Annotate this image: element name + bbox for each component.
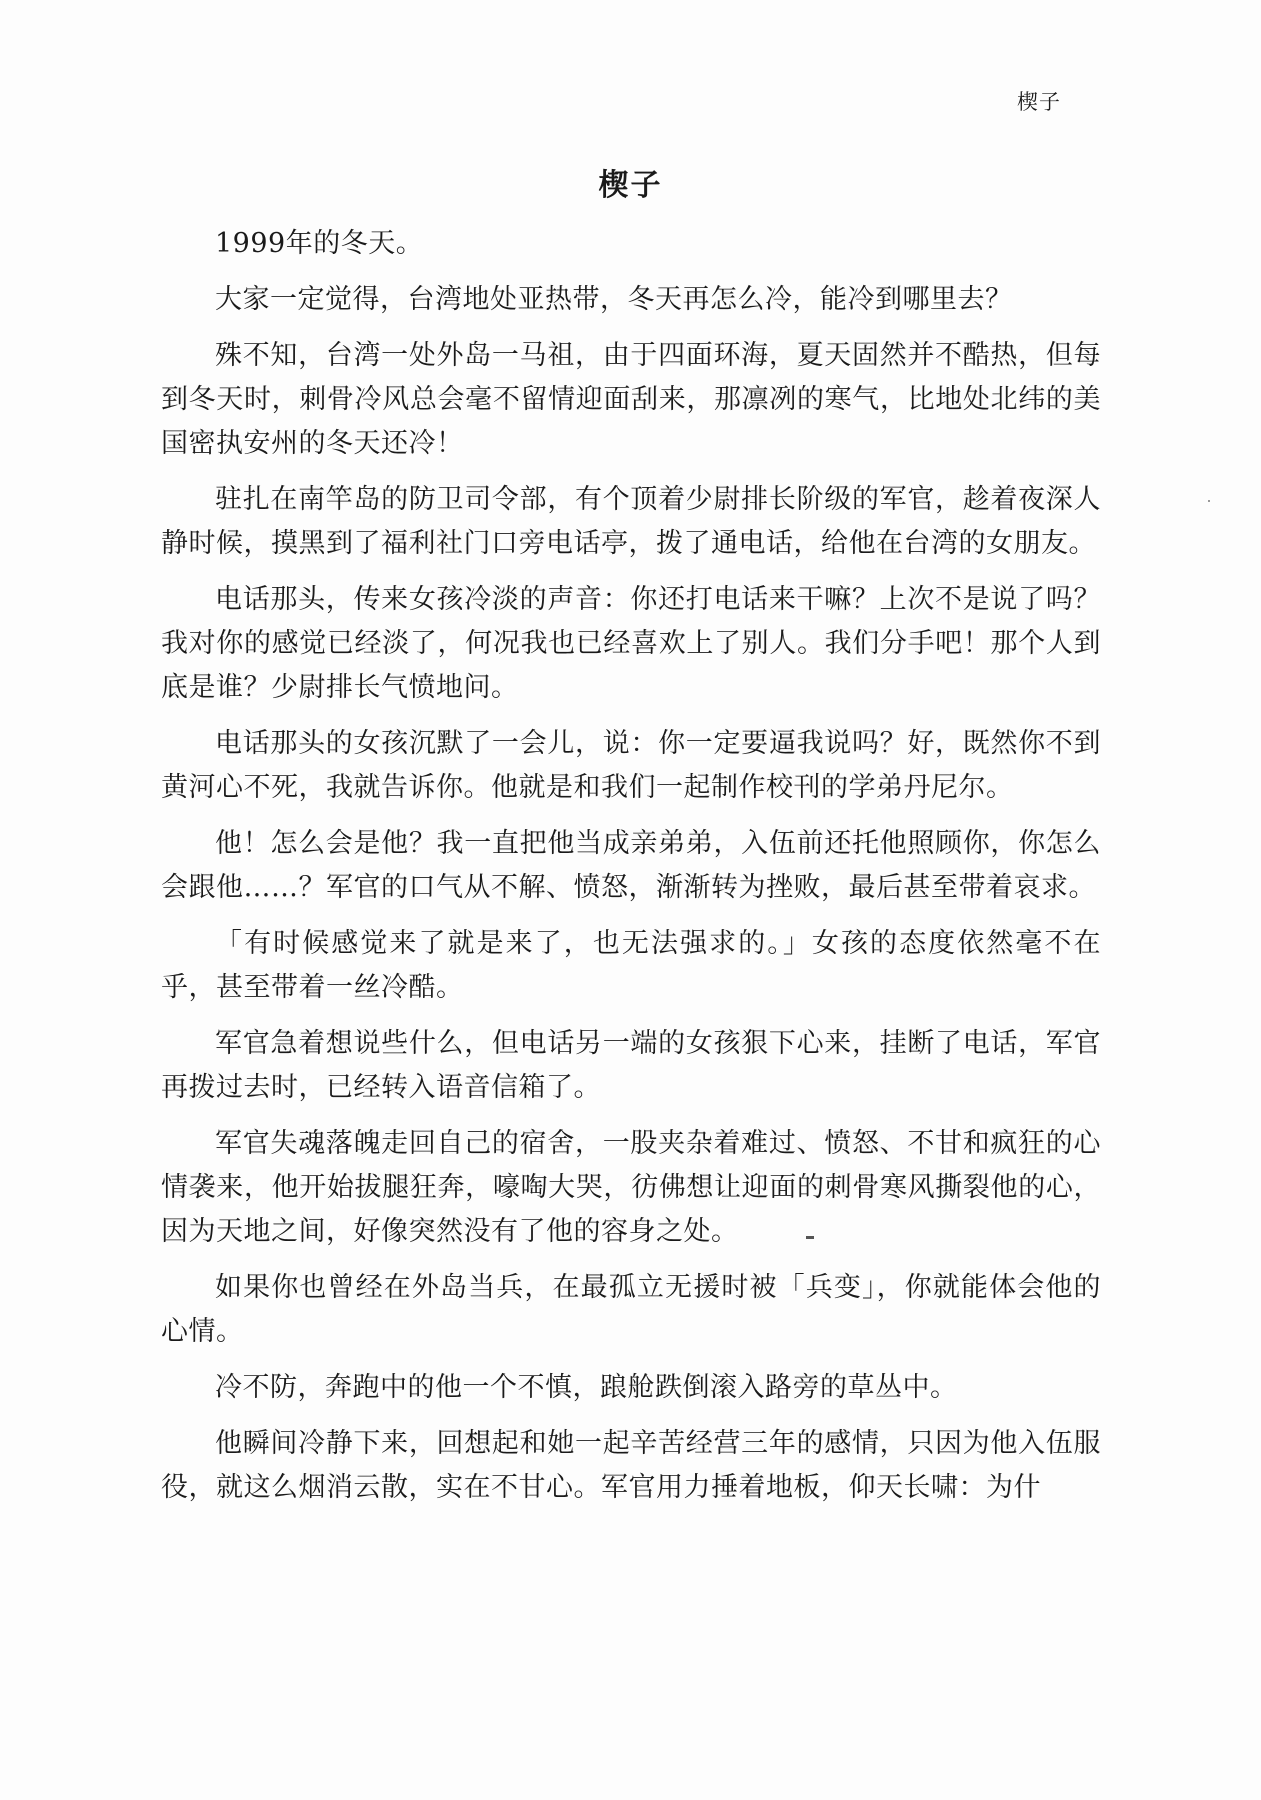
paragraph: 军官急着想说些什么，但电话另一端的女孩狠下心来，挂断了电话，军官再拨过去时，已经转入语音信箱了。 xyxy=(161,1028,1101,1103)
paragraph: 电话那头，传来女孩冷淡的声音：你还打电话来干嘛？上次不是说了吗？我对你的感觉已经淡了，何况我也已经喜欢上了别人。我们分手吧！那个人到底是谁？少尉排长气愤地问。 xyxy=(161,584,1101,703)
paragraph: 军官失魂落魄走回自己的宿舍，一股夹杂着难过、愤怒、不甘和疯狂的心情袭来，他开始拔腿狂奔，嚎啕大哭，彷佛想让迎面的刺骨寒风撕裂他的心，因为天地之间，好像突然没有了他的容身之处。 xyxy=(161,1128,1101,1247)
chapter-title: 楔子 xyxy=(598,168,663,203)
scan-speck xyxy=(806,1236,814,1239)
paragraph: 驻扎在南竿岛的防卫司令部，有个顶着少尉排长阶级的军官，趁着夜深人静时候，摸黑到了福利社门口旁电话亭，拨了通电话，给他在台湾的女朋友。 xyxy=(161,484,1101,559)
paragraph: 电话那头的女孩沉默了一会儿，说：你一定要逼我说吗？好，既然你不到黄河心不死，我就告诉你。他就是和我们一起制作校刊的学弟丹尼尔。 xyxy=(161,728,1101,803)
paragraph: 他！怎么会是他？我一直把他当成亲弟弟，入伍前还托他照顾你，你怎么会跟他……？军官的口气从不解、愤怒，渐渐转为挫败，最后甚至带着哀求。 xyxy=(161,828,1101,903)
paragraph: 冷不防，奔跑中的他一个不慎，踉舱跌倒滚入路旁的草丛中。 xyxy=(215,1372,958,1403)
running-header: 楔子 xyxy=(1017,90,1061,114)
scan-speck xyxy=(1208,500,1210,502)
paragraph: 他瞬间冷静下来，回想起和她一起辛苦经营三年的感情，只因为他入伍服役，就这么烟消云散，实在不甘心。军官用力捶着地板，仰天长啸：为什 xyxy=(161,1428,1101,1503)
paragraph: 大家一定觉得，台湾地处亚热带，冬天再怎么冷，能冷到哪里去？ xyxy=(215,284,1013,315)
paragraph: 殊不知，台湾一处外岛一马祖，由于四面环海，夏天固然并不酷热，但每到冬天时，刺骨冷风总会毫不留情迎面刮来，那凛冽的寒气，比地处北纬的美国密执安州的冬天还冷！ xyxy=(161,340,1101,459)
paragraph: 如果你也曾经在外岛当兵，在最孤立无援时被「兵变」，你就能体会他的心情。 xyxy=(161,1272,1101,1347)
paragraph: 「有时候感觉来了就是来了，也无法强求的。」女孩的态度依然毫不在乎，甚至带着一丝冷酷。 xyxy=(161,928,1101,1003)
paragraph: 1999年的冬天。 xyxy=(215,228,424,259)
body-text xyxy=(161,222,1101,1522)
